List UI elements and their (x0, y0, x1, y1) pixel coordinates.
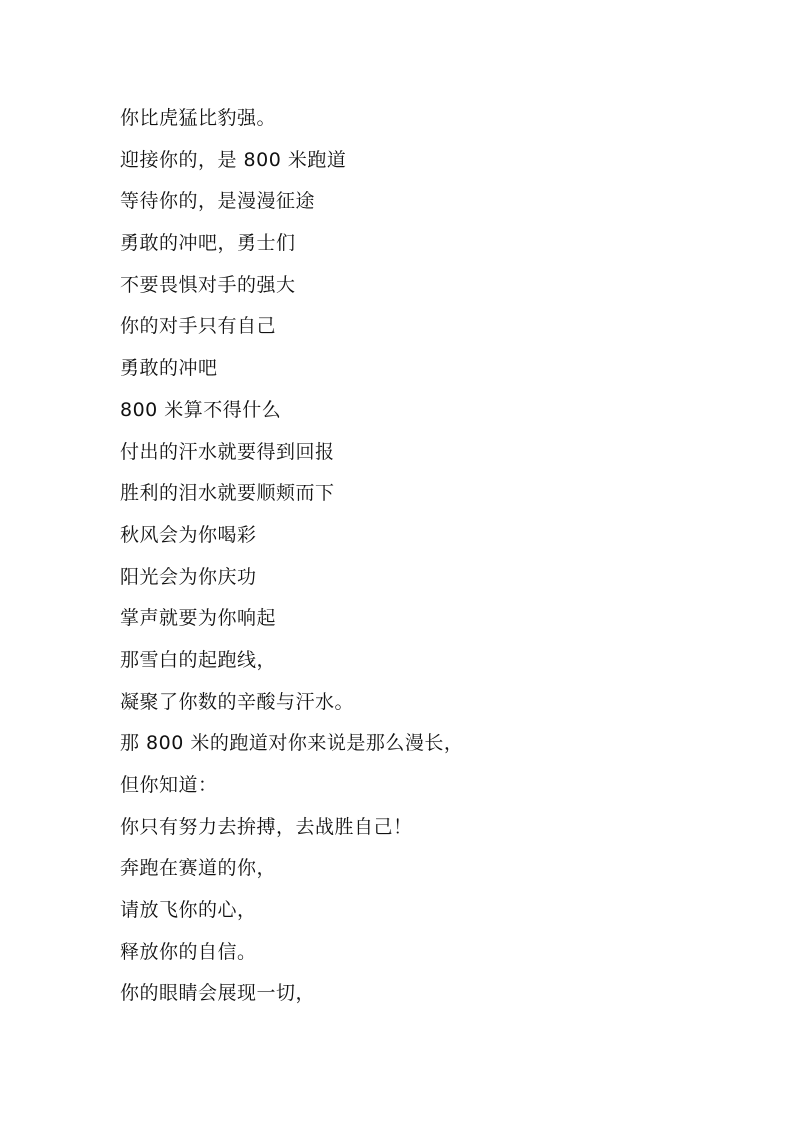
text-line: 勇敢的冲吧 (120, 357, 218, 380)
text-line: 你比虎猛比豹强。 (120, 107, 277, 129)
text-line: 不要畏惧对手的强大 (120, 273, 296, 296)
text-line: 但你知道： (120, 774, 218, 796)
text-line: 你的对手只有自己 (120, 315, 277, 338)
text-line: 请放飞你的心， (120, 899, 257, 922)
text-line: 付出的汗水就要得到回报 (120, 440, 335, 463)
text-line: 秋风会为你喝彩 (120, 523, 257, 546)
text-line: 奔跑在赛道的你， (120, 857, 277, 880)
text-line: 胜利的泪水就要顺颊而下 (120, 482, 335, 505)
poem-text (120, 103, 463, 1020)
text-line: 你只有努力去拚搏，去战胜自己！ (120, 815, 413, 838)
text-line: 阳光会为你庆功 (120, 565, 257, 588)
text-line: 掌声就要为你响起 (120, 607, 277, 630)
text-line: 释放你的自信。 (120, 940, 257, 963)
text-line: 迎接你的，是 800 米跑道 (120, 148, 347, 171)
text-line: 那 800 米的跑道对你来说是那么漫长， (120, 732, 464, 755)
text-line: 你的眼睛会展现一切， (120, 982, 316, 1005)
text-line: 等待你的，是漫漫征途 (120, 190, 316, 213)
text-line: 勇敢的冲吧，勇士们 (120, 232, 296, 255)
text-line: 那雪白的起跑线， (120, 648, 277, 671)
text-line: 凝聚了你数的辛酸与汗水。 (120, 690, 355, 713)
text-line: 800 米算不得什么 (120, 398, 282, 421)
